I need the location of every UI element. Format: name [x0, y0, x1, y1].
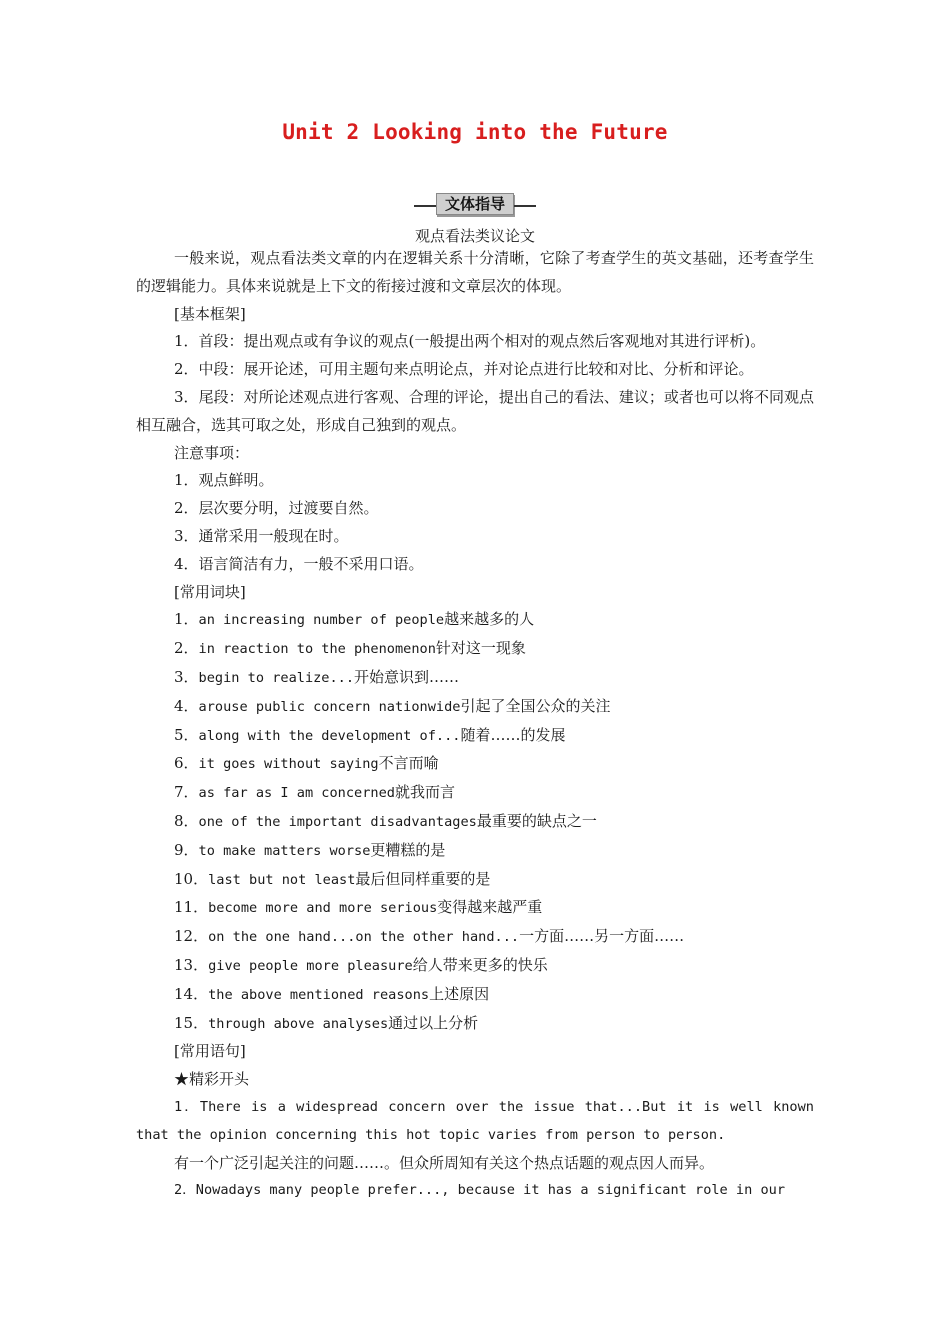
chunk-english: as far as I am concerned: [198, 785, 395, 802]
chunk-chinese: 一方面……另一方面……: [519, 927, 685, 946]
chunk-number: 10．: [174, 869, 209, 888]
chunk-chinese: 变得越来越严重: [437, 898, 543, 917]
chunk-number: 5．: [174, 725, 199, 744]
chunk-english: one of the important disadvantages: [198, 813, 477, 830]
chunk-number: 7．: [174, 783, 199, 802]
chunk-number: 8．: [174, 811, 199, 830]
chunk-chinese: 最后但同样重要的是: [355, 869, 491, 888]
section-badge-label: 文体指导: [436, 193, 514, 215]
chunk-number: 12．: [174, 927, 209, 946]
chunk-chinese: 更糟糕的是: [370, 840, 446, 859]
chunk-english: to make matters worse: [198, 842, 371, 859]
chunk-english: on the one hand...on the other hand...: [208, 929, 520, 946]
chunk-item: [136, 693, 814, 722]
chunk-number: 1．: [174, 610, 199, 629]
chunk-number: 4．: [174, 696, 199, 715]
sentence-english: 1．There is a widespread concern over the issue that...But it is well known that the opinion concerning this hot topic varies from person to person.: [136, 1098, 814, 1143]
sentence-english: 2．Nowadays many people prefer..., because it has a significant role in our: [174, 1182, 786, 1199]
chunk-item: [136, 606, 814, 635]
chunk-item: [136, 664, 814, 693]
chunk-english: begin to realize...: [198, 669, 355, 686]
sentence-chinese: 有一个广泛引起关注的问题……。但众所周知有关这个热点话题的观点因人而异。: [174, 1153, 715, 1172]
section-badge: [0, 192, 950, 216]
chunk-chinese: 不言而喻: [378, 754, 439, 773]
document-body: [136, 245, 814, 1205]
chunk-english: give people more pleasure: [208, 957, 413, 974]
notes-item: 1．观点鲜明。: [174, 471, 274, 490]
framework-heading: [基本框架]: [174, 304, 246, 323]
sentences-heading: [常用语句]: [174, 1042, 246, 1061]
chunk-chinese: 针对这一现象: [435, 639, 526, 658]
chunk-chinese: 就我而言: [394, 783, 455, 802]
notes-item: 2．层次要分明，过渡要自然。: [174, 499, 379, 518]
chunk-english: it goes without saying: [198, 756, 379, 773]
chunk-number: 14．: [174, 984, 209, 1003]
chunk-chinese: 最重要的缺点之一: [476, 811, 597, 830]
chunk-item: [136, 722, 814, 751]
chunk-number: 13．: [174, 955, 209, 974]
sentences-subheading: ★精彩开头: [174, 1070, 250, 1089]
chunk-number: 15．: [174, 1013, 209, 1032]
framework-item: 1．首段：提出观点或有争议的观点(一般提出两个相对的观点然后客观地对其进行评析)。: [174, 332, 766, 351]
chunk-number: 6．: [174, 754, 199, 773]
chunk-item: [136, 923, 814, 952]
page-title: Unit 2 Looking into the Future: [282, 120, 668, 144]
notes-item: 4．语言简洁有力，一般不采用口语。: [174, 554, 424, 573]
badge-right-line: [514, 205, 536, 207]
notes-heading: 注意事项：: [174, 443, 250, 462]
chunk-chinese: 引起了全国公众的关注: [460, 696, 611, 715]
chunk-item: [136, 1010, 814, 1039]
framework-item: 2．中段：展开论述，可用主题句来点明论点，并对论点进行比较和对比、分析和评论。: [174, 360, 754, 379]
chunk-list: [136, 606, 814, 1038]
chunk-english: arouse public concern nationwide: [198, 698, 461, 715]
chunks-heading: [常用词块]: [174, 582, 246, 601]
chunk-item: [136, 894, 814, 923]
chunk-english: an increasing number of people: [198, 612, 445, 629]
chunk-item: [136, 635, 814, 664]
chunk-english: through above analyses: [208, 1015, 389, 1032]
chunk-chinese: 通过以上分析: [388, 1013, 479, 1032]
intro-paragraph: 一般来说，观点看法类文章的内在逻辑关系十分清晰，它除了考查学生的英文基础，还考查学生的逻辑能力。具体来说就是上下文的衔接过渡和文章层次的体现。: [136, 249, 814, 295]
chunk-english: become more and more serious: [208, 900, 438, 917]
section-subtitle: 观点看法类议论文: [414, 227, 535, 245]
chunk-english: along with the development of...: [198, 727, 461, 744]
framework-item: 3．尾段：对所论述观点进行客观、合理的评论，提出自己的看法、建议；或者也可以将不同观点相互融合，选其可取之处，形成自己独到的观点。: [136, 387, 814, 434]
chunk-item: [136, 779, 814, 808]
chunk-chinese: 上述原因: [429, 984, 490, 1003]
chunk-number: 3．: [174, 667, 199, 686]
chunk-chinese: 给人带来更多的快乐: [412, 955, 548, 974]
chunk-number: 2．: [174, 639, 199, 658]
chunk-chinese: 随着……的发展: [460, 725, 566, 744]
chunk-number: 9．: [174, 840, 199, 859]
chunk-english: last but not least: [208, 871, 356, 888]
chunk-item: [136, 866, 814, 895]
badge-left-line: [414, 205, 436, 207]
chunk-item: [136, 952, 814, 981]
chunk-item: [136, 981, 814, 1010]
chunk-number: 11．: [174, 898, 209, 917]
chunk-chinese: 越来越多的人: [444, 610, 535, 629]
chunk-chinese: 开始意识到……: [354, 667, 460, 686]
chunk-item: [136, 750, 814, 779]
chunk-english: the above mentioned reasons: [208, 986, 430, 1003]
chunk-item: [136, 808, 814, 837]
chunk-english: in reaction to the phenomenon: [198, 641, 436, 658]
chunk-item: [136, 837, 814, 866]
notes-item: 3．通常采用一般现在时。: [174, 526, 349, 545]
